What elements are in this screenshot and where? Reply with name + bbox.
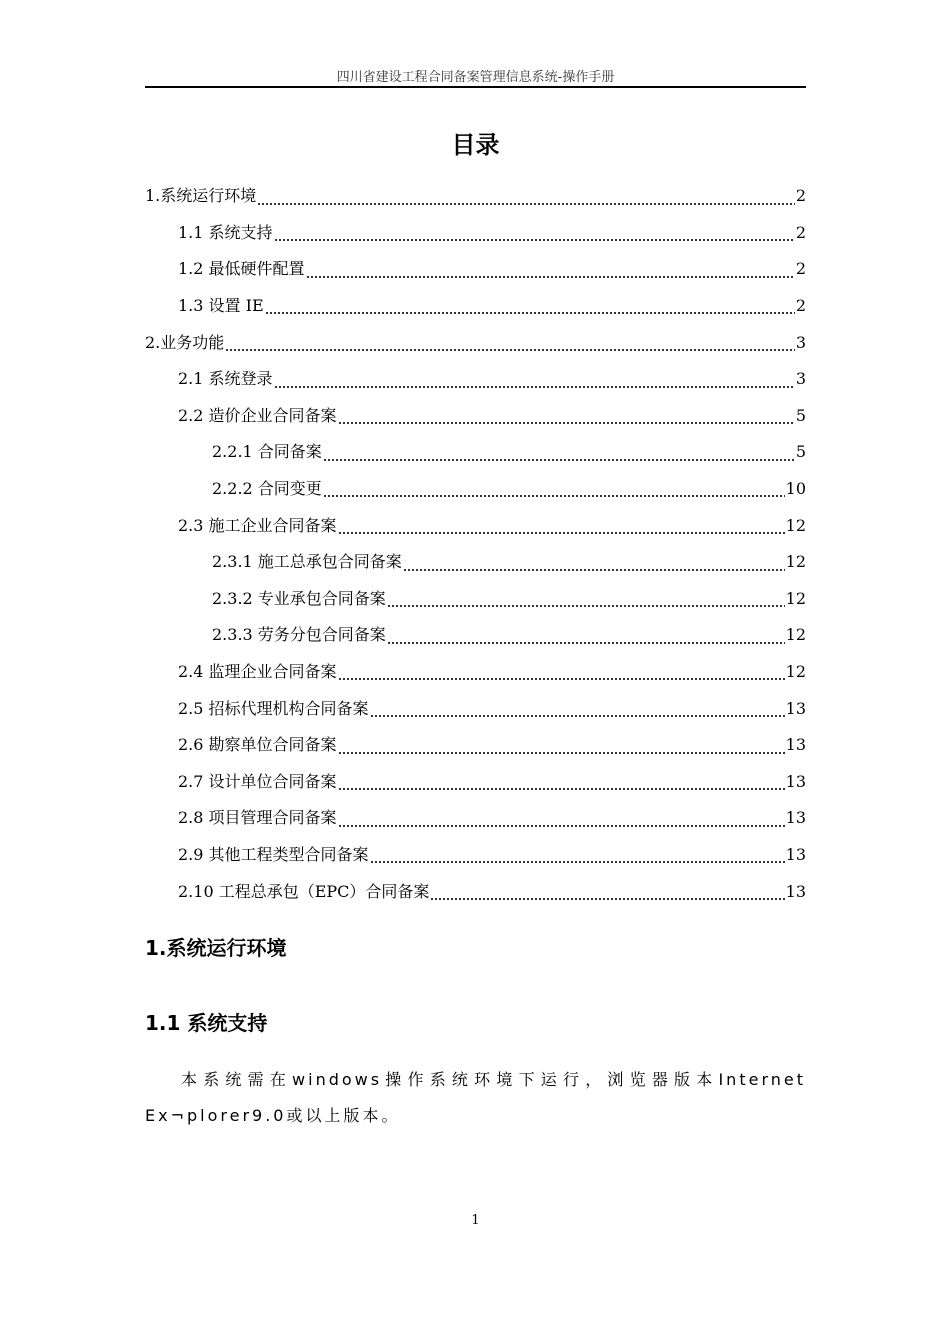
toc-dot-leader <box>403 569 785 571</box>
toc-entry-page: 2 <box>795 222 806 242</box>
toc-entry[interactable] <box>145 544 806 581</box>
toc-dot-leader <box>338 825 785 827</box>
toc-dot-leader <box>323 495 785 497</box>
section-heading-1-1: 1.1 系统支持 <box>145 1011 268 1035</box>
toc-entry-label: 1.2 最低硬件配置 <box>178 259 305 279</box>
toc-dot-leader <box>265 312 795 314</box>
toc-entry-label: 2.2 造价企业合同备案 <box>178 405 337 425</box>
toc-entry[interactable] <box>145 617 806 654</box>
toc-entry-label: 2.2.1 合同备案 <box>212 442 322 462</box>
toc-entry-page: 13 <box>785 881 806 901</box>
toc-entry-label: 2.3 施工企业合同备案 <box>178 515 337 535</box>
toc-entry[interactable] <box>145 873 806 910</box>
toc-entry-label: 2.4 监理企业合同备案 <box>178 662 337 682</box>
toc-entry[interactable] <box>145 471 806 508</box>
toc-entry-page: 12 <box>785 552 806 572</box>
toc-entry[interactable] <box>145 324 806 361</box>
toc-entry[interactable] <box>145 800 806 837</box>
toc-entry[interactable] <box>145 434 806 471</box>
toc-dot-leader <box>338 788 785 790</box>
toc-entry-label: 2.2.2 合同变更 <box>212 479 322 499</box>
toc-entry[interactable] <box>145 215 806 252</box>
toc-dot-leader <box>370 861 785 863</box>
toc-entry-label: 2.9 其他工程类型合同备案 <box>178 844 369 864</box>
toc-entry[interactable] <box>145 690 806 727</box>
toc-entry-page: 13 <box>785 735 806 755</box>
toc-entry-label: 1.系统运行环境 <box>145 186 257 206</box>
table-of-contents <box>145 178 806 910</box>
toc-entry-label: 2.3.3 劳务分包合同备案 <box>212 625 386 645</box>
toc-entry-page: 13 <box>785 698 806 718</box>
toc-entry-page: 13 <box>785 808 806 828</box>
toc-dot-leader <box>338 678 785 680</box>
toc-entry-label: 2.5 招标代理机构合同备案 <box>178 698 369 718</box>
toc-entry[interactable] <box>145 837 806 874</box>
toc-entry-page: 5 <box>795 405 806 425</box>
toc-entry[interactable] <box>145 251 806 288</box>
toc-entry[interactable] <box>145 581 806 618</box>
toc-dot-leader <box>274 386 795 388</box>
toc-entry-page: 3 <box>795 369 806 389</box>
toc-entry[interactable] <box>145 764 806 801</box>
toc-entry[interactable] <box>145 288 806 325</box>
toc-entry-label: 2.8 项目管理合同备案 <box>178 808 337 828</box>
toc-entry-label: 2.7 设计单位合同备案 <box>178 771 337 791</box>
toc-dot-leader <box>387 605 785 607</box>
toc-dot-leader <box>370 715 785 717</box>
body-paragraph: 本系统需在windows操作系统环境下运行，浏览器版本Internet Ex¬plorer9.0或以上版本。 <box>145 1070 806 1125</box>
toc-title: 目录 <box>451 131 500 159</box>
toc-entry[interactable] <box>145 727 806 764</box>
section-heading-1: 1.系统运行环境 <box>145 936 287 960</box>
toc-entry-page: 2 <box>795 259 806 279</box>
toc-entry-page: 3 <box>795 332 806 352</box>
toc-entry-page: 12 <box>785 588 806 608</box>
toc-entry[interactable] <box>145 361 806 398</box>
toc-dot-leader <box>306 276 795 278</box>
page-number: 1 <box>471 1213 480 1228</box>
toc-dot-leader <box>338 752 785 754</box>
toc-entry-label: 2.6 勘察单位合同备案 <box>178 735 337 755</box>
toc-dot-leader <box>338 422 795 424</box>
toc-entry-page: 2 <box>795 186 806 206</box>
toc-entry-label: 2.3.1 施工总承包合同备案 <box>212 552 402 572</box>
toc-entry[interactable] <box>145 507 806 544</box>
toc-entry-label: 2.10 工程总承包（EPC）合同备案 <box>178 881 430 901</box>
toc-entry-label: 2.3.2 专业承包合同备案 <box>212 588 386 608</box>
toc-entry-label: 1.3 设置 IE <box>178 296 264 316</box>
toc-entry-page: 2 <box>795 296 806 316</box>
toc-dot-leader <box>338 532 785 534</box>
page-header-title: 四川省建设工程合同备案管理信息系统-操作手册 <box>336 70 615 85</box>
toc-entry[interactable] <box>145 654 806 691</box>
toc-entry-page: 12 <box>785 515 806 535</box>
toc-entry-page: 13 <box>785 771 806 791</box>
toc-dot-leader <box>387 642 785 644</box>
toc-entry-page: 12 <box>785 662 806 682</box>
toc-entry-page: 13 <box>785 844 806 864</box>
toc-dot-leader <box>225 349 795 351</box>
toc-entry[interactable] <box>145 178 806 215</box>
header-divider <box>145 86 806 88</box>
toc-dot-leader <box>323 459 795 461</box>
toc-entry-page: 12 <box>785 625 806 645</box>
toc-entry-label: 2.1 系统登录 <box>178 369 273 389</box>
toc-dot-leader <box>274 239 795 241</box>
toc-entry-page: 5 <box>795 442 806 462</box>
toc-entry-page: 10 <box>785 479 806 499</box>
toc-dot-leader <box>430 898 784 900</box>
toc-dot-leader <box>257 203 795 205</box>
toc-entry-label: 1.1 系统支持 <box>178 222 273 242</box>
toc-entry-label: 2.业务功能 <box>145 332 225 352</box>
toc-entry[interactable] <box>145 398 806 435</box>
